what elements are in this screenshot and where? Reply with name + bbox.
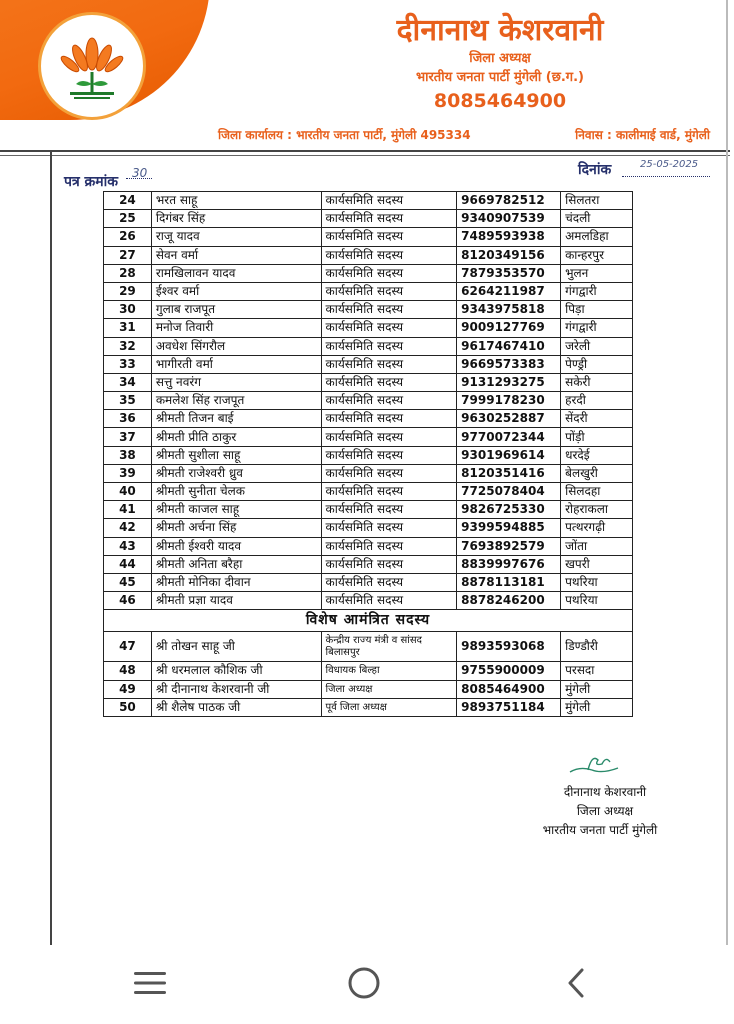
menu-icon: [133, 969, 167, 997]
member-name: मनोज तिवारी: [151, 319, 321, 337]
member-post: कार्यसमिति सदस्य: [321, 301, 457, 319]
table-row: [104, 337, 633, 355]
page-margin-line: [50, 150, 52, 945]
member-post: कार्यसमिति सदस्य: [321, 392, 457, 410]
member-name: श्रीमती अनिता बरैहा: [151, 555, 321, 573]
member-post: पूर्व जिला अध्यक्ष: [321, 698, 457, 716]
address-bar: [210, 124, 730, 144]
member-post: कार्यसमिति सदस्य: [321, 228, 457, 246]
member-place: धरदेई: [561, 446, 633, 464]
member-name: श्रीमती सुशीला साहू: [151, 446, 321, 464]
serial-number: 28: [104, 264, 152, 282]
special-section-title: विशेष आमंत्रित सदस्य: [104, 610, 633, 632]
patra-number: 30: [132, 166, 148, 180]
member-name: रामखिलावन यादव: [151, 264, 321, 282]
member-post: कार्यसमिति सदस्य: [321, 464, 457, 482]
member-place: कान्हरपुर: [561, 246, 633, 264]
member-phone: 8120349156: [457, 246, 561, 264]
member-place: पेण्ड्री: [561, 355, 633, 373]
member-name: श्रीमती ईश्वरी यादव: [151, 537, 321, 555]
menu-button[interactable]: [120, 963, 180, 1003]
serial-number: 31: [104, 319, 152, 337]
letter-date: 25-05-2025: [640, 159, 699, 170]
member-phone: 9301969614: [457, 446, 561, 464]
member-name: भागीरती वर्मा: [151, 355, 321, 373]
serial-number: 37: [104, 428, 152, 446]
member-post: कार्यसमिति सदस्य: [321, 373, 457, 391]
member-phone: 7489593938: [457, 228, 561, 246]
member-name: श्री शैलेष पाठक जी: [151, 698, 321, 716]
member-phone: 7725078404: [457, 483, 561, 501]
dinank-dots: [622, 176, 710, 177]
member-place: खपरी: [561, 555, 633, 573]
member-place: गंगद्वारी: [561, 282, 633, 300]
signature-mark: [566, 752, 626, 782]
serial-number: 38: [104, 446, 152, 464]
table-row: [104, 519, 633, 537]
navigation-bar: [0, 945, 734, 1024]
serial-number: 47: [104, 632, 152, 662]
member-post: कार्यसमिति सदस्य: [321, 282, 457, 300]
table-row: [104, 662, 633, 680]
table-row: [104, 373, 633, 391]
member-place: हरदी: [561, 392, 633, 410]
table-row: [104, 319, 633, 337]
member-phone: 6264211987: [457, 282, 561, 300]
letterhead-designation: जिला अध्यक्ष: [469, 51, 531, 66]
serial-number: 35: [104, 392, 152, 410]
table-row: [104, 680, 633, 698]
member-post: कार्यसमिति सदस्य: [321, 246, 457, 264]
member-post: कार्यसमिति सदस्य: [321, 192, 457, 210]
member-post: कार्यसमिति सदस्य: [321, 355, 457, 373]
member-place: मुंगेली: [561, 698, 633, 716]
table-row: [104, 446, 633, 464]
serial-number: 24: [104, 192, 152, 210]
member-name: सत्तु नवरंग: [151, 373, 321, 391]
member-place: जरेली: [561, 337, 633, 355]
serial-number: 44: [104, 555, 152, 573]
table-row: [104, 464, 633, 482]
member-place: सेंदरी: [561, 410, 633, 428]
table-row: [104, 392, 633, 410]
member-phone: 8878113181: [457, 573, 561, 591]
members-table: [103, 191, 633, 717]
serial-number: 32: [104, 337, 152, 355]
member-phone: 8120351416: [457, 464, 561, 482]
serial-number: 33: [104, 355, 152, 373]
serial-number: 26: [104, 228, 152, 246]
member-name: श्रीमती तिजन बाई: [151, 410, 321, 428]
table-row: [104, 282, 633, 300]
member-post: कार्यसमिति सदस्य: [321, 264, 457, 282]
member-place: पोंड़ी: [561, 428, 633, 446]
table-row: [104, 698, 633, 716]
member-name: श्री तोखन साहू जी: [151, 632, 321, 662]
letterhead-name: दीनानाथ केशरवानी: [396, 13, 604, 48]
table-row: [104, 192, 633, 210]
serial-number: 27: [104, 246, 152, 264]
member-place: पथरिया: [561, 573, 633, 591]
member-post: कार्यसमिति सदस्य: [321, 428, 457, 446]
page-edge: [726, 0, 728, 945]
table-row: [104, 301, 633, 319]
member-phone: 9826725330: [457, 501, 561, 519]
header-rule-thin: [0, 155, 730, 156]
member-name: दिगंबर सिंह: [151, 210, 321, 228]
serial-number: 48: [104, 662, 152, 680]
table-row: [104, 428, 633, 446]
member-phone: 8878246200: [457, 592, 561, 610]
member-place: गंगद्वारी: [561, 319, 633, 337]
member-place: सिलदहा: [561, 483, 633, 501]
home-button[interactable]: [334, 963, 394, 1003]
serial-number: 40: [104, 483, 152, 501]
office-address: जिला कार्यालय : भारतीय जनता पार्टी, मुंगेली 495334: [218, 128, 471, 142]
member-phone: 9669573383: [457, 355, 561, 373]
table-row: [104, 210, 633, 228]
member-name: कमलेश सिंह राजपूत: [151, 392, 321, 410]
table-row: [104, 501, 633, 519]
table-row: [104, 264, 633, 282]
member-phone: 9755900009: [457, 662, 561, 680]
member-name: श्रीमती सुनीता चेलक: [151, 483, 321, 501]
member-place: अमलडिहा: [561, 228, 633, 246]
member-post: कार्यसमिति सदस्य: [321, 410, 457, 428]
serial-number: 49: [104, 680, 152, 698]
member-name: श्रीमती राजेश्वरी ध्रुव: [151, 464, 321, 482]
member-phone: 8839997676: [457, 555, 561, 573]
member-name: श्रीमती काजल साहू: [151, 501, 321, 519]
member-phone: 9340907539: [457, 210, 561, 228]
serial-number: 45: [104, 573, 152, 591]
member-post: जिला अध्यक्ष: [321, 680, 457, 698]
member-place: बेलखुरी: [561, 464, 633, 482]
serial-number: 41: [104, 501, 152, 519]
serial-number: 43: [104, 537, 152, 555]
member-phone: 9617467410: [457, 337, 561, 355]
letterhead-phone: 8085464900: [433, 90, 567, 112]
member-post: विधायक बिल्हा: [321, 662, 457, 680]
member-place: सकेरी: [561, 373, 633, 391]
member-place: पिड़ा: [561, 301, 633, 319]
member-phone: 7693892579: [457, 537, 561, 555]
serial-number: 46: [104, 592, 152, 610]
member-phone: 7999178230: [457, 392, 561, 410]
member-name: राजू यादव: [151, 228, 321, 246]
table-row: [104, 592, 633, 610]
table-row: [104, 410, 633, 428]
member-place: सिलतरा: [561, 192, 633, 210]
member-post: कार्यसमिति सदस्य: [321, 337, 457, 355]
member-place: पथरिया: [561, 592, 633, 610]
member-phone: 7879353570: [457, 264, 561, 282]
member-phone: 9893751184: [457, 698, 561, 716]
member-phone: 9009127769: [457, 319, 561, 337]
member-post: कार्यसमिति सदस्य: [321, 483, 457, 501]
member-name: श्रीमती मोनिका दीवान: [151, 573, 321, 591]
member-place: भुलन: [561, 264, 633, 282]
letterhead-party: भारतीय जनता पार्टी मुंगेली (छ.ग.): [415, 70, 585, 85]
member-place: जोंता: [561, 537, 633, 555]
header-rule: [0, 150, 730, 152]
member-name: श्री धरमलाल कौशिक जी: [151, 662, 321, 680]
serial-number: 30: [104, 301, 152, 319]
member-phone: 9770072344: [457, 428, 561, 446]
table-row: [104, 573, 633, 591]
signature-name: दीनानाथ केशरवानी: [563, 785, 647, 799]
member-name: सेवन वर्मा: [151, 246, 321, 264]
member-post: कार्यसमिति सदस्य: [321, 519, 457, 537]
dinank-label: दिनांक: [578, 162, 612, 178]
serial-number: 34: [104, 373, 152, 391]
member-phone: 9630252887: [457, 410, 561, 428]
serial-number: 25: [104, 210, 152, 228]
table-row: [104, 483, 633, 501]
member-name: श्रीमती प्रीति ठाकुर: [151, 428, 321, 446]
member-post: कार्यसमिति सदस्य: [321, 501, 457, 519]
residence-address: निवास : कालीमाई वार्ड, मुंगेली: [575, 128, 710, 142]
back-icon: [564, 966, 588, 1000]
member-name: अवधेश सिंगरौल: [151, 337, 321, 355]
table-row: [104, 355, 633, 373]
member-phone: 9399594885: [457, 519, 561, 537]
member-place: रोहराकला: [561, 501, 633, 519]
member-place: पत्थरगढ़ी: [561, 519, 633, 537]
member-name: गुलाब राजपूत: [151, 301, 321, 319]
member-phone: 8085464900: [457, 680, 561, 698]
member-name: श्रीमती अर्चना सिंह: [151, 519, 321, 537]
back-button[interactable]: [546, 963, 606, 1003]
serial-number: 50: [104, 698, 152, 716]
table-row: [104, 537, 633, 555]
member-place: मुंगेली: [561, 680, 633, 698]
member-phone: 9893593068: [457, 632, 561, 662]
logo: [38, 12, 146, 120]
member-post: कार्यसमिति सदस्य: [321, 537, 457, 555]
lotus-icon: [52, 26, 132, 106]
table-row: [104, 632, 633, 662]
member-phone: 9131293275: [457, 373, 561, 391]
member-phone: 9343975818: [457, 301, 561, 319]
section-row: [104, 610, 633, 632]
member-place: चंदली: [561, 210, 633, 228]
member-name: भरत साहू: [151, 192, 321, 210]
table-row: [104, 246, 633, 264]
patra-label: पत्र क्रमांक: [64, 174, 119, 190]
member-place: परसदा: [561, 662, 633, 680]
member-post: केन्द्रीय राज्य मंत्री व सांसद बिलासपुर: [321, 632, 457, 662]
member-phone: 9669782512: [457, 192, 561, 210]
serial-number: 42: [104, 519, 152, 537]
member-name: ईश्वर वर्मा: [151, 282, 321, 300]
member-name: श्रीमती प्रज्ञा यादव: [151, 592, 321, 610]
member-post: कार्यसमिति सदस्य: [321, 573, 457, 591]
table-row: [104, 555, 633, 573]
member-post: कार्यसमिति सदस्य: [321, 592, 457, 610]
table-row: [104, 228, 633, 246]
serial-number: 36: [104, 410, 152, 428]
member-place: डिण्डौरी: [561, 632, 633, 662]
member-post: कार्यसमिति सदस्य: [321, 446, 457, 464]
signature-organization: भारतीय जनता पार्टी मुंगेली: [542, 823, 658, 837]
member-post: कार्यसमिति सदस्य: [321, 210, 457, 228]
member-post: कार्यसमिति सदस्य: [321, 319, 457, 337]
serial-number: 39: [104, 464, 152, 482]
serial-number: 29: [104, 282, 152, 300]
home-icon: [346, 965, 382, 1001]
member-post: कार्यसमिति सदस्य: [321, 555, 457, 573]
signature-designation: जिला अध्यक्ष: [576, 804, 634, 818]
member-name: श्री दीनानाथ केशरवानी जी: [151, 680, 321, 698]
